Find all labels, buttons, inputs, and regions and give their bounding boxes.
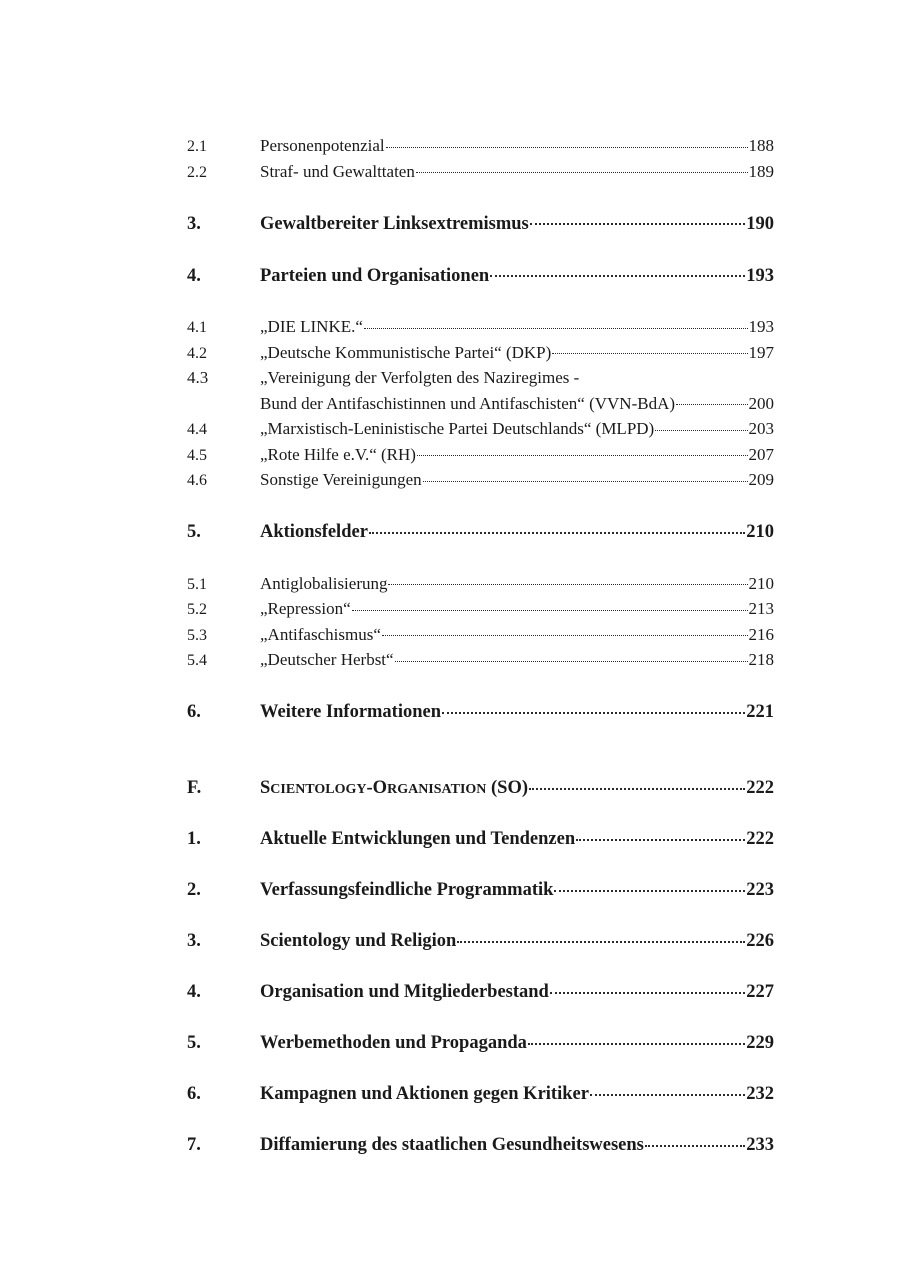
toc-entry-4-3-line1[interactable] bbox=[187, 365, 774, 391]
title-part: -O bbox=[366, 778, 388, 798]
dot-leader bbox=[352, 597, 748, 614]
entry-page: 209 bbox=[748, 470, 774, 489]
dot-leader bbox=[417, 443, 748, 460]
entry-number: 4.3 bbox=[187, 368, 209, 387]
spacer bbox=[187, 673, 774, 699]
toc-entry-f6[interactable] bbox=[187, 1081, 774, 1107]
dot-leader bbox=[395, 648, 748, 665]
entry-page: 193 bbox=[748, 317, 774, 336]
entry-title: Verfassungsfeindliche Programmatik bbox=[260, 880, 554, 900]
dot-leader bbox=[364, 315, 748, 332]
entry-page: 222 bbox=[746, 829, 774, 849]
entry-page: 210 bbox=[748, 573, 774, 593]
spacer bbox=[187, 954, 774, 979]
spacer bbox=[187, 236, 774, 262]
entry-number: 2. bbox=[187, 880, 201, 900]
spacer bbox=[187, 725, 774, 775]
toc-entry-5-4[interactable] bbox=[187, 647, 774, 673]
dot-leader bbox=[423, 468, 748, 485]
entry-title: Antiglobalisierung bbox=[260, 573, 388, 593]
toc-entry-f5[interactable] bbox=[187, 1030, 774, 1056]
entry-number: 4.1 bbox=[187, 319, 207, 336]
dot-leader bbox=[530, 210, 746, 229]
entry-title: „Deutsche Kommunistische Partei“ (DKP) bbox=[260, 342, 552, 362]
entry-number: 2.2 bbox=[187, 163, 207, 181]
entry-page: 229 bbox=[746, 1033, 774, 1053]
spacer bbox=[187, 493, 774, 519]
entry-number: 5.2 bbox=[187, 601, 207, 618]
toc-entry-4[interactable] bbox=[187, 262, 774, 288]
entry-title: Aktionsfelder bbox=[260, 522, 368, 542]
entry-page: 221 bbox=[746, 702, 774, 722]
entry-number: 4. bbox=[187, 982, 201, 1002]
entry-page: 190 bbox=[746, 213, 774, 234]
toc-entry-6[interactable] bbox=[187, 699, 774, 725]
entry-page: 203 bbox=[748, 419, 774, 438]
entry-number: 4.4 bbox=[187, 421, 207, 438]
entry-number: 3. bbox=[187, 213, 201, 234]
entry-number: 5. bbox=[187, 522, 201, 542]
toc-entry-2-1[interactable] bbox=[187, 133, 774, 159]
entry-page: 207 bbox=[748, 444, 774, 464]
entry-page: 189 bbox=[748, 161, 774, 181]
entry-title: Personenpotenzial bbox=[260, 136, 385, 155]
entry-page: 232 bbox=[746, 1084, 774, 1104]
entry-title-line1: „Vereinigung der Verfolgten des Naziregimes - bbox=[260, 368, 580, 387]
entry-page: 227 bbox=[746, 982, 774, 1002]
entry-page: 218 bbox=[748, 650, 774, 669]
dot-leader bbox=[457, 928, 745, 947]
dot-leader bbox=[655, 417, 747, 434]
toc-entry-4-1[interactable] bbox=[187, 314, 774, 340]
spacer bbox=[187, 1005, 774, 1030]
toc-entry-4-4[interactable] bbox=[187, 416, 774, 442]
toc-entry-f7[interactable] bbox=[187, 1132, 774, 1158]
dot-leader bbox=[645, 1132, 745, 1151]
entry-title-line2: Bund der Antifaschistinnen und Antifaschisten“ (VVN-BdA) bbox=[260, 393, 676, 413]
entry-title: Scientology und Religion bbox=[260, 931, 457, 951]
entry-number: 5.3 bbox=[187, 626, 207, 644]
entry-page: 200 bbox=[748, 393, 774, 413]
entry-number: F. bbox=[187, 778, 202, 798]
dot-leader bbox=[386, 134, 748, 151]
dot-leader bbox=[369, 519, 745, 538]
toc-entry-3[interactable] bbox=[187, 210, 774, 236]
title-part: S bbox=[260, 778, 271, 798]
dot-leader bbox=[676, 392, 747, 409]
spacer bbox=[187, 852, 774, 877]
dot-leader bbox=[552, 341, 747, 358]
entry-page: 210 bbox=[746, 522, 774, 542]
entry-number: 7. bbox=[187, 1135, 201, 1155]
entry-number: 2.1 bbox=[187, 138, 207, 155]
entry-title: „DIE LINKE.“ bbox=[260, 317, 363, 336]
spacer bbox=[187, 801, 774, 826]
spacer bbox=[187, 288, 774, 314]
entry-page: 233 bbox=[746, 1135, 774, 1155]
dot-leader bbox=[528, 1030, 745, 1049]
entry-title bbox=[260, 775, 528, 803]
dot-leader bbox=[554, 877, 745, 896]
entry-page: 223 bbox=[746, 880, 774, 900]
table-of-contents bbox=[187, 133, 774, 1158]
entry-title: Kampagnen und Aktionen gegen Kritiker bbox=[260, 1084, 589, 1104]
entry-number: 6. bbox=[187, 1084, 201, 1104]
entry-title: Aktuelle Entwicklungen und Tendenzen bbox=[260, 829, 576, 849]
entry-page: 197 bbox=[748, 342, 774, 362]
toc-entry-5-3[interactable] bbox=[187, 622, 774, 648]
entry-title: Organisation und Mitgliederbestand bbox=[260, 982, 549, 1002]
spacer bbox=[187, 545, 774, 571]
toc-entry-4-3-line2[interactable] bbox=[187, 391, 774, 417]
entry-number: 1. bbox=[187, 829, 201, 849]
toc-entry-f4[interactable] bbox=[187, 979, 774, 1005]
entry-page: 226 bbox=[746, 931, 774, 951]
dot-leader bbox=[590, 1081, 745, 1100]
title-part: RGANISATION bbox=[387, 782, 487, 797]
toc-entry-f[interactable] bbox=[187, 775, 774, 801]
entry-title: „Repression“ bbox=[260, 599, 351, 618]
dot-leader bbox=[416, 160, 748, 177]
dot-leader bbox=[576, 826, 745, 845]
entry-number: 6. bbox=[187, 702, 201, 722]
toc-entry-5-2[interactable] bbox=[187, 596, 774, 622]
spacer bbox=[187, 184, 774, 210]
title-part: (SO) bbox=[486, 778, 529, 798]
entry-page: 188 bbox=[748, 136, 774, 155]
toc-entry-4-6[interactable] bbox=[187, 467, 774, 493]
entry-title: Diffamierung des staatlichen Gesundheitswesens bbox=[260, 1135, 644, 1155]
entry-number: 4.2 bbox=[187, 344, 207, 362]
toc-entry-f3[interactable] bbox=[187, 928, 774, 954]
entry-number: 3. bbox=[187, 931, 201, 951]
toc-entry-f2[interactable] bbox=[187, 877, 774, 903]
toc-entry-5[interactable] bbox=[187, 519, 774, 545]
entry-page: 213 bbox=[748, 599, 774, 618]
toc-entry-4-5[interactable] bbox=[187, 442, 774, 468]
dot-leader bbox=[388, 572, 747, 589]
entry-title: Werbemethoden und Propaganda bbox=[260, 1033, 527, 1053]
dot-leader bbox=[550, 979, 745, 998]
spacer bbox=[187, 1107, 774, 1132]
entry-title: Sonstige Vereinigungen bbox=[260, 470, 422, 489]
entry-number: 4.5 bbox=[187, 446, 207, 464]
entry-number: 5.4 bbox=[187, 652, 207, 669]
entry-title: „Deutscher Herbst“ bbox=[260, 650, 394, 669]
entry-title: Straf- und Gewalttaten bbox=[260, 161, 415, 181]
dot-leader bbox=[490, 262, 745, 281]
toc-entry-2-2[interactable] bbox=[187, 159, 774, 185]
entry-number: 4.6 bbox=[187, 472, 207, 489]
entry-title: „Antifaschismus“ bbox=[260, 624, 381, 644]
toc-entry-4-2[interactable] bbox=[187, 340, 774, 366]
title-part: CIENTOLOGY bbox=[270, 782, 367, 797]
entry-title: Weitere Informationen bbox=[260, 702, 442, 722]
entry-page: 216 bbox=[748, 624, 774, 644]
spacer bbox=[187, 1056, 774, 1081]
toc-entry-5-1[interactable] bbox=[187, 571, 774, 597]
entry-title: Parteien und Organisationen bbox=[260, 265, 490, 286]
entry-number: 5. bbox=[187, 1033, 201, 1053]
entry-title: „Marxistisch-Leninistische Partei Deutschlands“ (MLPD) bbox=[260, 419, 655, 438]
entry-number: 4. bbox=[187, 265, 201, 286]
toc-entry-f1[interactable] bbox=[187, 826, 774, 852]
dot-leader bbox=[442, 699, 745, 718]
entry-page: 193 bbox=[746, 265, 774, 286]
entry-number: 5.1 bbox=[187, 575, 207, 593]
entry-title: Gewaltbereiter Linksextremismus bbox=[260, 213, 529, 234]
dot-leader bbox=[382, 623, 748, 640]
entry-page: 222 bbox=[746, 778, 774, 798]
spacer bbox=[187, 903, 774, 928]
entry-title: „Rote Hilfe e.V.“ (RH) bbox=[260, 444, 416, 464]
dot-leader bbox=[529, 775, 745, 794]
